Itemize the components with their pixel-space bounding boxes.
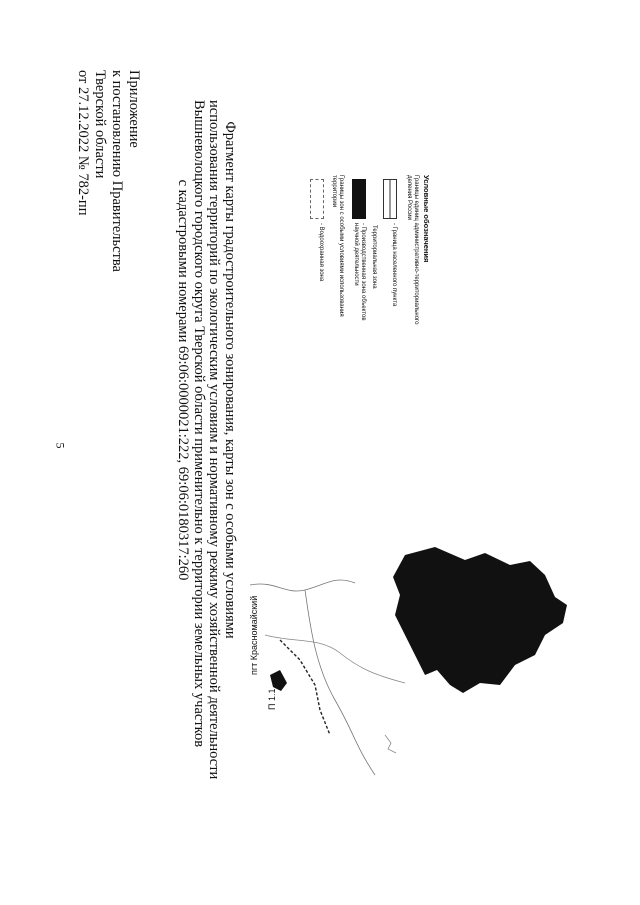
road-line (385, 735, 396, 753)
legend-item-water (310, 175, 324, 375)
legend-section: Территориальная зона (371, 225, 377, 289)
settlement-boundary-swatch (383, 179, 397, 219)
legend-section: Границы единиц административно-территориального деления России (406, 175, 419, 325)
appendix-header (74, 70, 142, 272)
appendix-line: от 27.12.2022 № 782-пп (75, 70, 91, 216)
river-line (305, 590, 375, 775)
legend-section: Границы зон с особыми условиями использования территории (331, 175, 344, 317)
legend-heading: Условные обозначения (422, 175, 431, 263)
map-legend (310, 175, 430, 375)
legend-item-label: - Производственная зона объектов научной деятельности (353, 223, 366, 321)
legend-item-production (352, 175, 366, 375)
production-zone-large (393, 547, 567, 693)
title-line: с кадастровыми номерами 69:06:0000021:222, 69:06:0180317:260 (175, 179, 192, 581)
title-line: Фрагмент карты градостроительного зонирования, карты зон с особыми условиями (222, 121, 238, 639)
appendix-line: к постановлению Правительства (109, 70, 125, 272)
settlement-boundary (280, 640, 330, 735)
zoning-map-fragment (245, 525, 595, 785)
river-line (250, 580, 355, 591)
legend-item-label: - Граница населенного пункта (391, 223, 397, 307)
appendix-line: Тверской области (92, 70, 108, 179)
title-line: Вышневолоцкого городского округа Тверской области применительно к территории земельных участков (191, 100, 207, 748)
settlement-label: пгт Красномайский (249, 595, 259, 675)
production-zone-small (270, 670, 287, 691)
document-title (175, 100, 238, 780)
legend-item-settlement (383, 175, 397, 375)
legend-item-label: - Водоохранная зона (318, 223, 324, 282)
page-number: 5 (53, 442, 68, 449)
water-protection-swatch (310, 179, 324, 219)
zone-label: П 1.1 (267, 688, 277, 710)
appendix-line: Приложение (126, 70, 142, 148)
road-line (265, 635, 405, 683)
production-zone-swatch (352, 179, 366, 219)
title-line: использования территорий по экологическим условиям и нормативному режиму хозяйственной деятельности (206, 100, 223, 780)
